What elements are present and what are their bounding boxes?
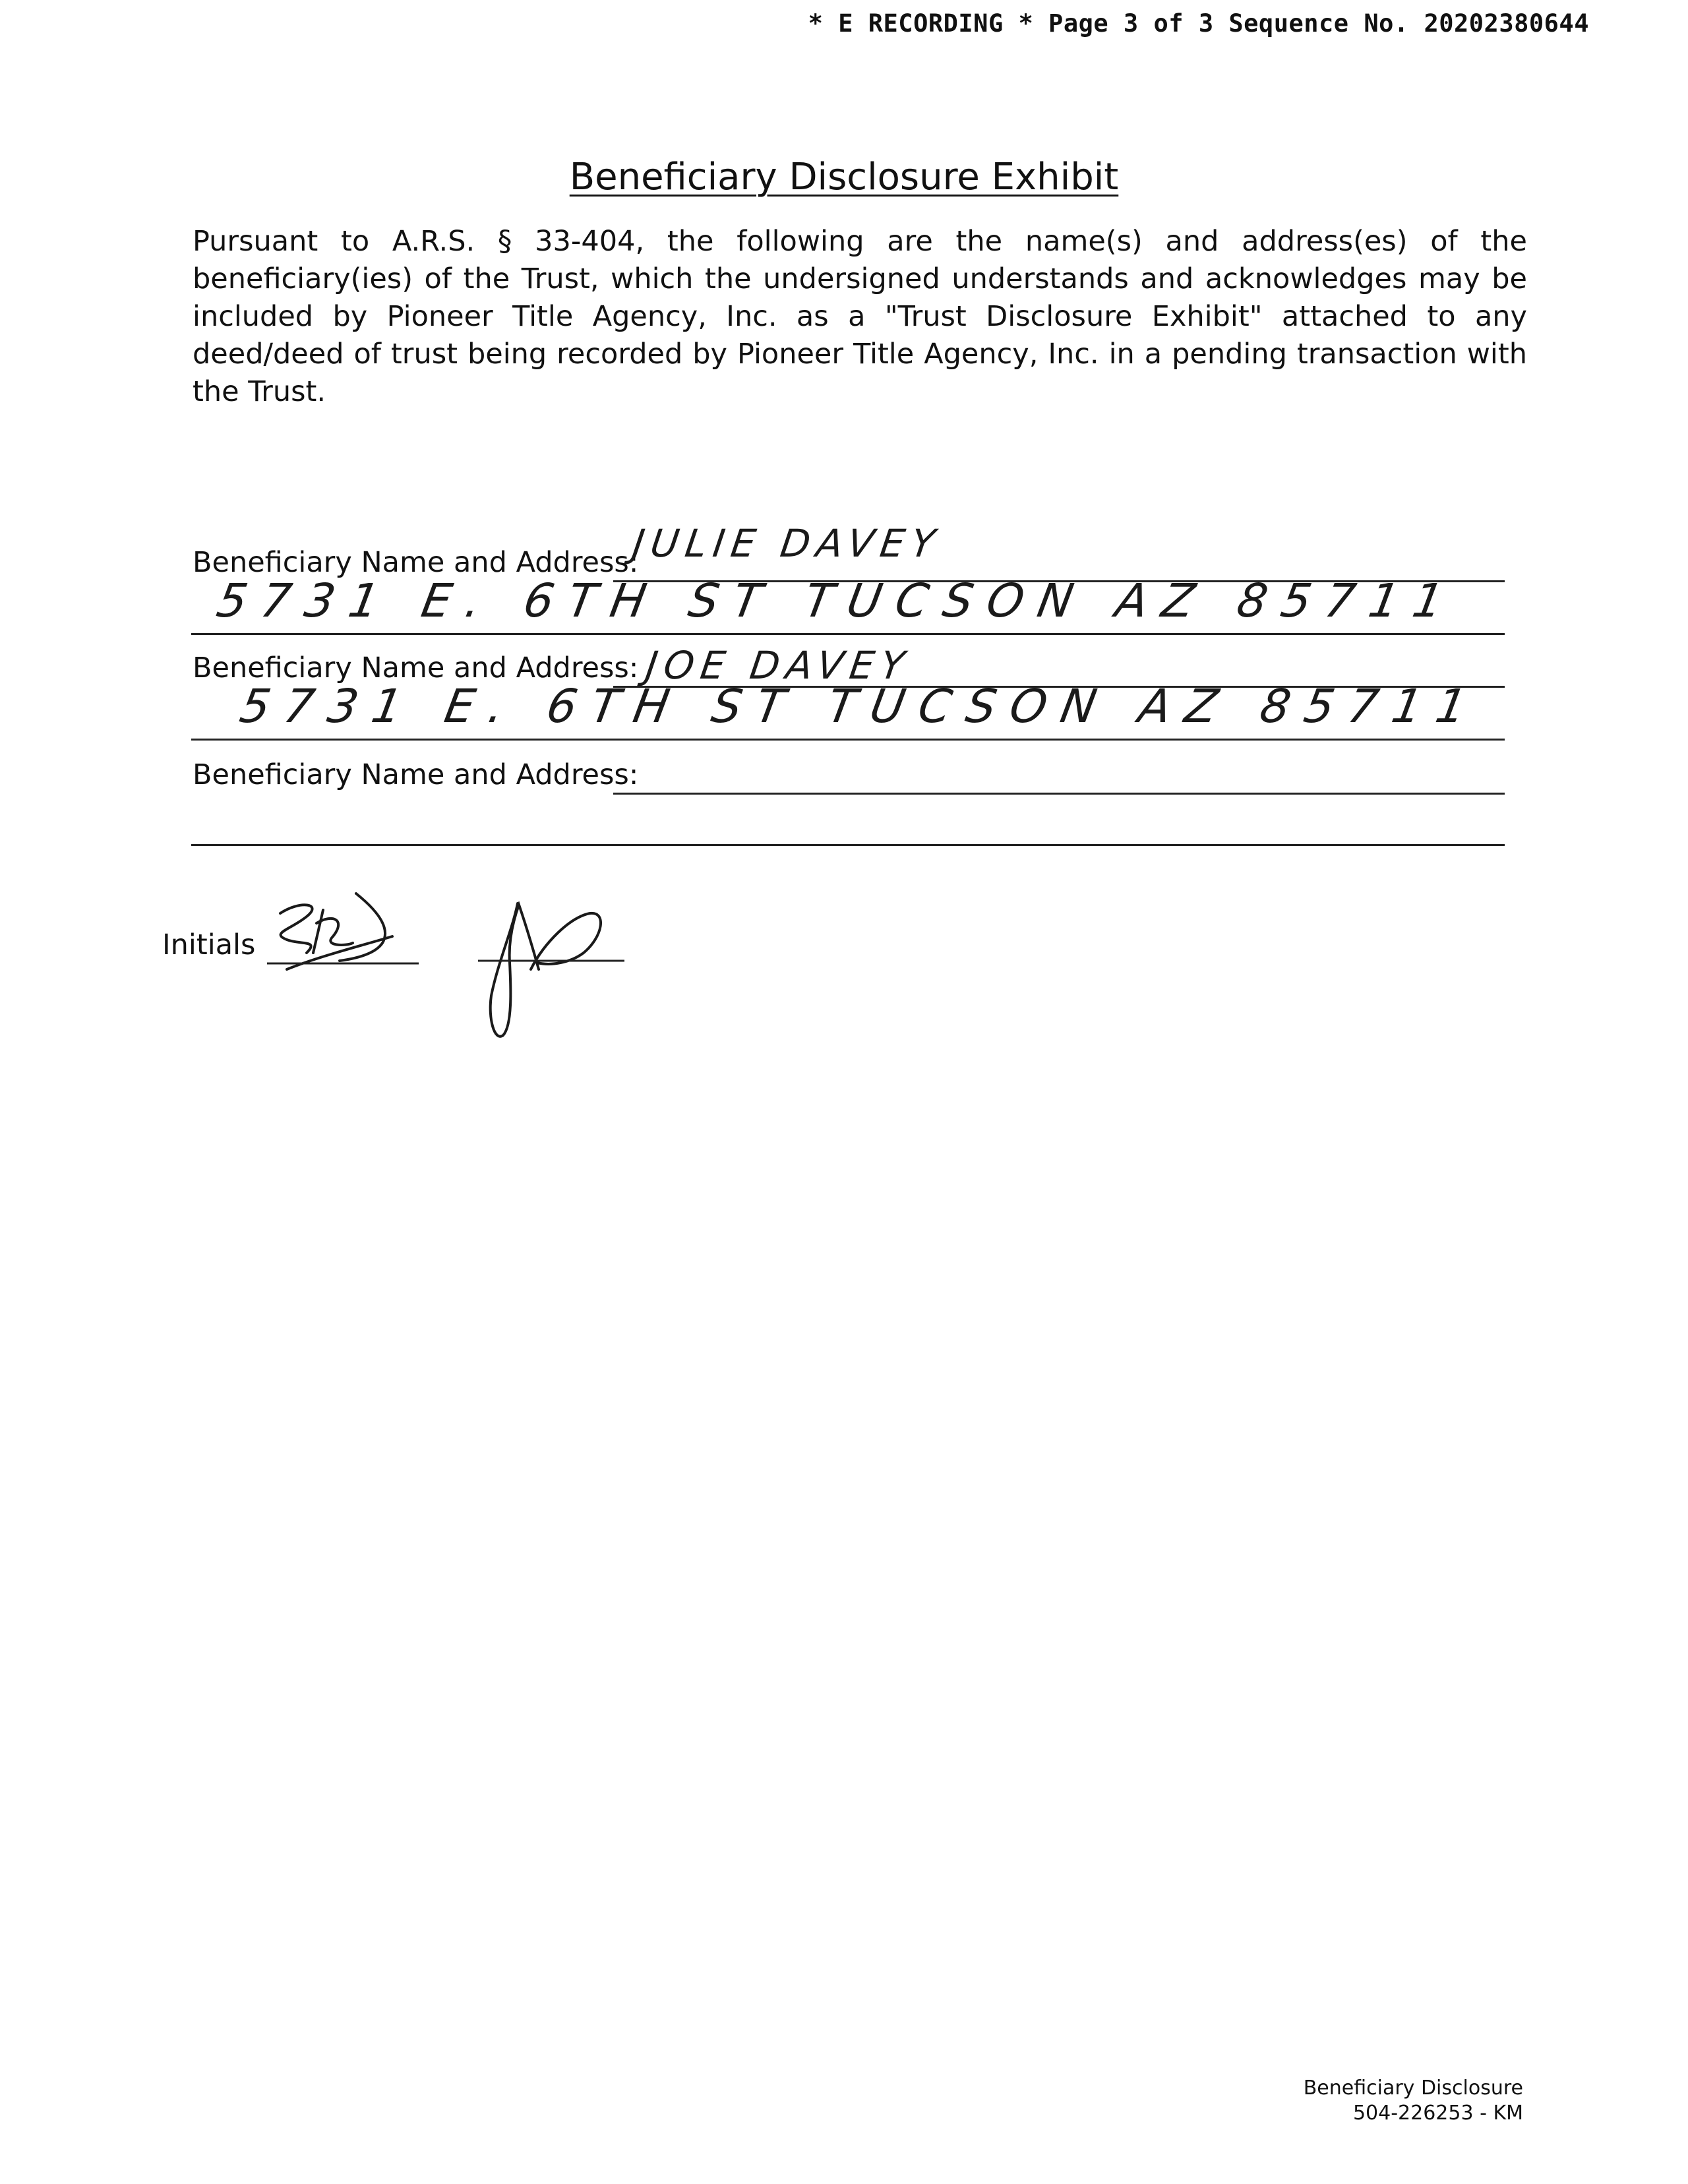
initials-signature-2 <box>471 890 630 1048</box>
document-title: Beneficiary Disclosure Exhibit <box>569 156 1119 198</box>
document-footer <box>1304 2076 1523 2126</box>
beneficiary-3-label: Beneficiary Name and Address: <box>193 758 639 791</box>
beneficiary-2-name: JOE DAVEY <box>643 643 914 688</box>
beneficiary-2-label: Beneficiary Name and Address: <box>193 652 639 684</box>
beneficiary-1-address: 5731 E. 6TH ST TUCSON AZ 85711 <box>212 574 1462 628</box>
beneficiary-3-address-line <box>191 844 1505 846</box>
beneficiary-1-name: JULIE DAVEY <box>630 521 945 566</box>
beneficiary-3-name-line <box>613 793 1505 795</box>
footer-file-number: 504-226253 - KM <box>1352 2102 1523 2125</box>
beneficiary-1-address-line <box>191 633 1505 635</box>
recording-header: * E RECORDING * Page 3 of 3 Sequence No. 20202380644 <box>808 9 1589 38</box>
footer-form-name: Beneficiary Disclosure <box>1303 2077 1523 2100</box>
beneficiary-1-label: Beneficiary Name and Address: <box>193 546 639 579</box>
beneficiary-2-address-line <box>191 739 1505 741</box>
beneficiary-2-address: 5731 E. 6TH ST TUCSON AZ 85711 <box>235 679 1486 733</box>
initials-signature-1 <box>260 880 432 979</box>
intro-paragraph: Pursuant to A.R.S. § 33-404, the following are the name(s) and address(es) of the beneficiary(ies) of the Trust, which the undersigned understands and acknowledges may be included by Pioneer Title Agency, Inc. as a "Trust Disclosure Exhibit" attached to any deed/deed of trust being recorded by Pioneer Title Agency, Inc. in a pending transaction with the Trust. <box>193 225 1527 408</box>
initials-label: Initials <box>162 928 256 961</box>
